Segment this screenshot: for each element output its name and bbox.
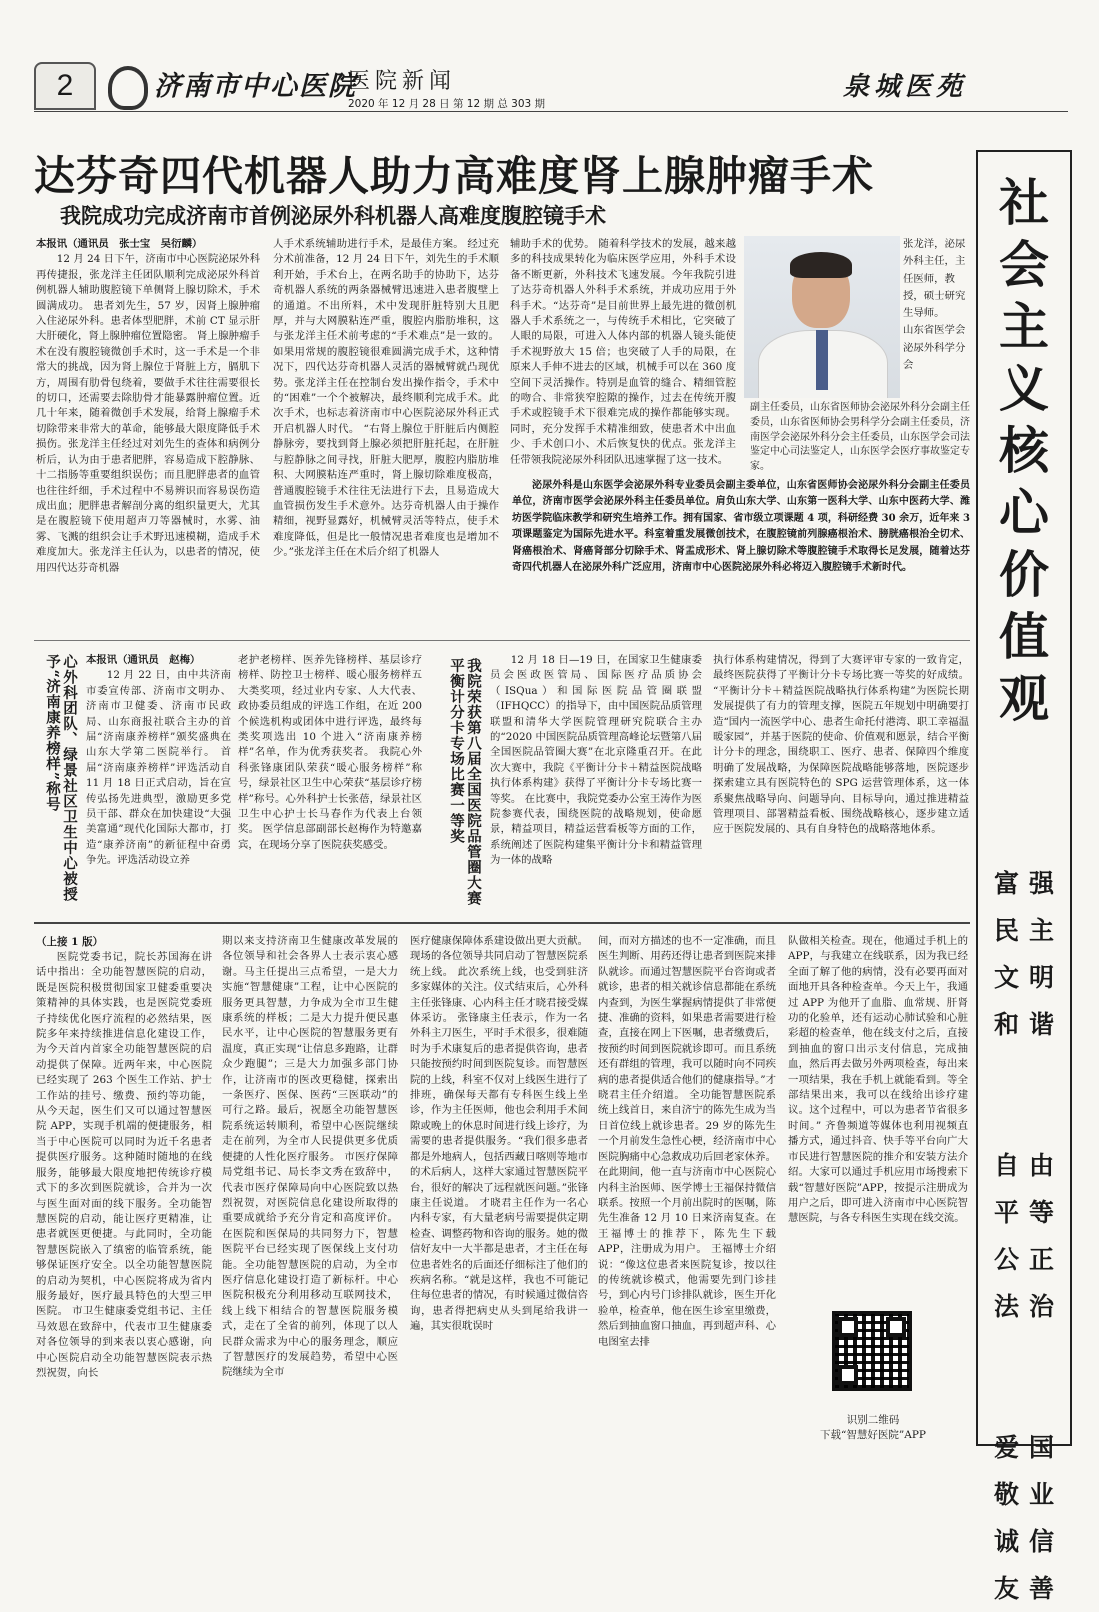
- value-pair: 富 强: [993, 869, 1055, 898]
- hospital-name: 济南市中心医院: [154, 71, 357, 102]
- value-pair: 平 等: [993, 1198, 1055, 1227]
- lead-byline: 本报讯（通讯员 张士宝 吴衍麟）: [36, 238, 203, 250]
- doctor-bio-caption: [903, 236, 969, 374]
- portrait-hair: [790, 252, 852, 278]
- value-pair: 民 主: [993, 916, 1055, 945]
- article-three-headline: 我院荣获第八届全国医院品管圈大赛平衡计分卡专场比赛一等奖: [448, 658, 482, 906]
- core-values-list: [978, 860, 1070, 1612]
- newspaper-brand: 泉城医苑: [842, 72, 967, 102]
- doctor-bio-title: 山东省医学会泌尿外科学分会: [903, 324, 966, 372]
- continued-column-2: 期以来支持济南卫生健康改革发展的各位领导和社会各界人士表示衷心感谢。马主任提出三点希望，一是大力实施“智慧健康”工程，让中心医院的服务更具智慧，力争成为全市卫生健康系统的样板；二是大力提升便民惠民水平，让中心医院的智慧服务更有温度，真正实现“让信息多跑路，让群众少跑腿”；三是大力加强多部门协作，让济南市的医改更稳健，探索出一条医疗、医保、医药“三医联动”的可行之路。最后，祝愿全功能智慧医院系统运转顺利，希望中心医院继续走在前列，为全市人民提供更多优质便捷的人性化医疗服务。 市医疗保障局党组书记、局长李文秀在致辞中，代表市医疗保障局向中心医院致以热烈祝贺，对医院信息化建设所取得的重要成就给予充分肯定和高度评价。在医院和医保局的共同努力下，智慧医院平台已经实现了医保线上支付功能。全功能智慧医院的启动，为全市医疗信息化建设打造了新标杆。中心医院积极充分利用移动互联网技术，线上线下相结合的智慧医院服务模式，走在了全省的前列，体现了以人民群众需求为中心的服务理念，顺应了智慧医疗的发展趋势，希望中心医院继续为全市: [222, 935, 398, 1379]
- continued-column-4: 间，而对方描述的也不一定准确，而且医生判断、用药还得让患者到医院来排队就诊。而通过智慧医院平台咨询或者就诊，患者的相关就诊信息都能在系统内查到，为医生掌握病情提供了非常便捷、准确的资料，如果患者需要进行检查，直接在网上下医嘱，患者缴费后，按预约时间到医院就诊即可。而且系统还有群组的管理，我可以随时向不同疾病的患者提供适合他们的健康指导。”才晓君主任介绍道。 全功能智慧医院系统上线首日，来自济宁的陈先生成为当日首位线上就诊患者。29 岁的陈先生一个月前发生急性心梗，经济南市中心医院胸痛中心急救成功后回老家休养。在此期间，他一直与济南市中心医院心内科主治医师、医学博士王福保持微信联系。按照一个月前出院时的医嘱，陈先生准备 12 月 10 日来济南复查。在王福博士的推荐下，陈先生下载 APP，注册成为用户。 王福博士介绍说：“像这位患者来医院复诊，按以往的传统就诊模式，他需要先到门诊挂号，到心内号门诊排队就诊，医生开化验单，检查单，他在医生诊室里缴费，然后到抽血窗口抽血，再到超声科、心电图室去排: [598, 935, 776, 1348]
- department-intro: 泌尿外科是山东医学会泌尿外科专业委员会副主委单位，山东省医师协会泌尿外科分会副主任委员单位，济南市医学会泌尿外科主任委员单位。肩负山东大学、山东第一医科大学、山东中医药大学、潍坊医学院临床教学和研究生培养工作。拥有国家、省市级立项课题 4 项，科研经费 30 余万，近年来 3 项课题鉴定为国际先进水平。科室着重发展微创技术，在腹腔镜前列腺癌根治术、膀胱癌根治全切术、肾癌根治术、肾癌肾部分切除手术、肾盂成形术、肾上腺切除术等腹腔镜手术取得长足发展，随着达芬奇四代机器人在泌尿外科广泛应用，济南市中心医院泌尿外科必将迈入腹腔镜手术新时代。: [512, 480, 970, 574]
- article-two-column-2: 老护老榜样、医养先锋榜样、基层诊疗榜样、防控卫士榜样、暖心服务榜样五大类奖项，经过业内专家、人大代表、政协委员组成的评选工作组，在近 200 个候选机构或团体中进行评选，最终每类奖项选出 10 个进入“济南康养榜样”名单，作为优秀获奖者。 我院心外科张锋康团队荣获“暖心服务榜样”称号，绿景社区卫生中心荣获“基层诊疗榜样”称号。心外科护士长张蓓，绿景社区卫生中心护士长马春作为代表上台领奖。 医学信息部副部长赵梅作为特邀嘉宾，在现场分享了医院获奖感受。: [238, 654, 422, 851]
- value-pair: 爱 国: [993, 1433, 1055, 1462]
- doctor-portrait: [744, 236, 900, 398]
- masthead-rule: [34, 111, 1068, 112]
- value-pair: 自 由: [993, 1151, 1055, 1180]
- value-pair: 和 谐: [993, 1010, 1055, 1039]
- value-pair: 诚 信: [993, 1527, 1055, 1556]
- value-pair: 公 正: [993, 1245, 1055, 1274]
- doctor-bio-text: 副主任委员，山东省医师协会泌尿外科分会副主任委员，山东省医师协会男科学分会副主任委员，济南医学会泌尿外科分会主任委员，山东医学会司法鉴定中心司法鉴定人，山东医学会医疗事故鉴定专家。: [750, 402, 970, 473]
- article-two-byline: 本报讯（通讯员 赵梅）: [86, 654, 201, 666]
- core-values-sidebar: [976, 150, 1072, 1603]
- qr-finder-bottom-left: [838, 1365, 858, 1385]
- continued-label: （上接 1 版）: [36, 936, 104, 948]
- continued-column-3: 医疗健康保障体系建设做出更大贡献。 现场的各位领导共同启动了智慧医院系统上线。 此次系统上线，也受到驻济多家媒体的关注。仪式结束后，心外科主任张锋康、心内科主任才晓君接受媒体采访。 张锋康主任表示，作为一名外科主刀医生，平时手术很多，很难随时为手术康复后的患者提供咨询，患者只能按预约时间到医院复诊。而智慧医院的上线，科室不仅对上线医生进行了排班，确保每天都有专科医生线上坐诊，作为主任医师，他也会利用手术间隙或晚上的休息时间进行线上诊疗，为需要的患者提供服务。“我们很多患者都是外地病人，包括西藏日喀则等地市的术后病人，这样大家通过智慧医院平台，很好的解决了远程就医问题。”张锋康主任说道。 才晓君主任作为一名心内科专家，有大量老病号需要提供定期检查、调整药物和咨询的服务。她的微信好友中一大半都是患者，才主任在每位患者姓名的后面还仔细标注了他们的疾病名称。“就是这样，我也不可能记住每位患者的情况，有时候通过微信咨询，患者得把病史从头到尾给我讲一遍，其实很耽误时: [410, 935, 588, 1333]
- hospital-emblem-icon: [108, 66, 148, 110]
- lead-headline: 达芬奇四代机器人助力高难度肾上腺肿瘤手术: [34, 152, 874, 200]
- hospital-logo: [108, 64, 357, 110]
- doctor-bio-name: 张龙洋，泌尿外科主任，主任医师，教授，硕士研究生导师。: [903, 238, 966, 320]
- article-three-column-2: 执行体系构建情况，得到了大赛评审专家的一致肯定，最终医院获得了平衡计分卡专场比赛一等奖的好成绩。 “平衡计分卡＋精益医院战略执行体系构建”为医院长期发展提供了有力的管理支撑，医院五年规划中明确要打造“国内一流医学中心、患者生命托付港湾、职工幸福温暖家园”，并基于医院的使命、价值观和愿景，结合平衡计分卡的理念，围绕职工、医疗、患者、保障四个维度明确了发展战略，为保障医院战略能够落地，医院逐步探索建立具有医院特色的 SPG 运营管理体系，这一体系聚焦战略导向、问题导向、目标导向，通过推进精益管理项目、部署精益看板、围绕战略核心，逐步建立适应于医院发展的、具有自身特色的战略落地体系。: [713, 654, 969, 836]
- page-number: 2: [34, 62, 96, 110]
- value-pair: 敬 业: [993, 1480, 1055, 1509]
- value-pair: 友 善: [993, 1574, 1055, 1603]
- qr-caption: 识别二维码 下载“智慧好医院”APP: [820, 1414, 926, 1441]
- lead-body-3: 辅助手术的优势。 随着科学技术的发展，越来越多的科技成果转化为临床医学应用，外科手术设备不断更新，外科技术飞速发展。今年我院引进了达芬奇机器人外科手术系统，并成功应用于外科手术。“达芬奇”是目前世界上最先进的微创机器人手术系统之一，与传统手术相比，它突破了人眼的局限，可进入人体内部的机器人镜头能使手术视野放大 15 倍；也突破了人手的局限，在原来人手伸不进去的区域，机械手可以在 360 度空间下灵活操作。特别是血管的缝合、精细管腔的吻合、非常狭窄腔隙的操作，过去在传统开腹手术或腔镜手术下很难完成的操作都能够实现。同时，充分发挥手术精准细致，使患者术中出血少、手术创口小、术后恢复快的优点。张龙洋主任带领我院泌尿外科团队迅速掌握了这一技术。: [510, 238, 736, 466]
- lead-column-2: [273, 237, 499, 629]
- lead-subhead: 我院成功完成济南市首例泌尿外科机器人高难度腹腔镜手术: [60, 203, 606, 228]
- qr-finder-top-left: [838, 1317, 858, 1337]
- app-qr-code[interactable]: [832, 1311, 912, 1391]
- lead-bottom-rule: [34, 640, 970, 641]
- article-two-headline: 心外科团队、绿景社区卫生中心被授予“济南康养榜样”称号: [44, 654, 78, 902]
- article-three-column-1: 12 月 18 日—19 日，在国家卫生健康委员会医政医管局、国际医疗品质协会（ISQua）和国际医院品管圈联盟（IFHQCC）的指导下，由中国医院品质管理联盟和清华大学医院管理研究院联合主办的“2020 中国医院品质管理高峰论坛暨第八届全国医院品管圈大赛”在北京隆重召开。在此次大赛中，我院《平衡计分卡＋精益医院战略执行体系构建》获得了平衡计分卡专场比赛一等奖。 在比赛中，我院党委办公室王涛作为医院参赛代表，围绕医院的战略规划，使命愿景，精益项目，精益运营看板等方面的工作，系统阐述了医院构建集平衡计分卡和精益管理为一体的战略: [490, 654, 702, 867]
- article-two-column-1: 本报讯（通讯员 赵梅） 12 月 22 日，由中共济南市委宣传部、济南市文明办、济南市卫健委、济南市民政局、山东商报社联合主办的首届“济南康养榜样”颁奖盛典在山东大学第二医院举行。 首届“济南康养榜样”评选活动自 11 月 18 日正式启动，旨在宣传弘扬先进典型，激励更多党员干部、群众在加快建设“大强美富通”现代化国际大都市，打造“康养济南”的新征程中奋勇争先。评选活动设立养: [86, 654, 231, 867]
- value-pair: 法 治: [993, 1292, 1055, 1321]
- portrait-tie: [816, 330, 828, 390]
- section-title: 医院新闻: [348, 69, 457, 94]
- middle-rule: [34, 922, 970, 924]
- lead-column-1: [36, 237, 260, 629]
- core-values-title: 社 会 主 义 核 心 价 值 观: [999, 173, 1049, 728]
- lead-body-2: 人手术系统辅助进行手术，是最佳方案。 经过充分术前准备，12 月 24 日下午，刘先生的手术顺利开始，手术台上，在两名助手的协助下，达芬奇机器人系统的两条器械臂迅速进入患者腹壁上的通道。不出所料，术中发现肝脏特别大且肥厚，并与大网膜粘连严重，腹腔内脂肪堆积，这与张龙洋主任术前考虑的“手术难点”是一致的。如果用常规的腹腔镜很难圆满完成手术，这种情况下，四代达芬奇机器人灵活的器械臂就凸现优势。张龙洋主任在控制台发出操作指令，手术中的“困难”一个个被解决，最终顺利完成手术。此次手术，也标志着济南市中心医院泌尿外科正式开启机器人时代。 “右肾上腺位于肝脏后内侧腔静脉旁，要找到肾上腺必须把肝脏托起，在肝脏与腔静脉之间寻找，肝脏大肥厚，腹腔内脂肪堆积、大网膜粘连严重时，肾上腺切除难度极高，普通腹腔镜手术往往无法进行下去，且易造成大血管损伤发生手术意外。达芬奇机器人由于操作精细，视野显露好，机械臂灵活等特点，使手术难度降低，但是比一般情况患者难度也是增加不少。”张龙洋主任在术后介绍了机器人: [273, 238, 499, 559]
- continued-column-5: 队做相关检查。现在，他通过手机上的 APP，与我建立在线联系，因为我已经全面了解了他的病情，没有必要再面对面地开具各种检查单。今天上午，我通过 APP 为他开了血脂、血常规、肝肾功的化验单，还有运动心肺试验和心脏彩超的检查单，他在线支付之后，直接到抽血的窗口出示支付信息，完成抽血，然后再去做另外两项检查，每出来一项结果，我在手机上就能看到。等全部结果出来，我可以在线给出诊疗建议。这个过程中，可以为患者节省很多时间。” 齐鲁频道等媒体也利用视频直播方式，通过抖音、快手等平台向广大市民进行智慧医院的推介和安装方法介绍。大家可以通过手机应用市场搜索下载“智慧好医院”APP，按提示注册成为用户之后，即可进入济南市中心医院智慧医院，与各专科医生实现在线交流。: [788, 935, 968, 1225]
- qr-finder-top-right: [886, 1317, 906, 1337]
- value-pair: 文 明: [993, 963, 1055, 992]
- continued-column-1: 医院党委书记，院长苏国海在讲话中指出：全功能智慧医院的启动，既是医院积极贯彻国家卫健委重要决策精神的具体实践，也是医院党委班子持续优化医疗流程的必然结果，医院多年来持续推进信息化建设工作，为今天首内首家全功能智慧医院的启动提供了保障。近两年来，中心医院已经实现了 263 个医生工作站、护士工作站的挂号、缴费、预约等功能，从今天起，医生们又可以通过智慧医院 APP，实现手机端的便捷服务，相当于中心医院可以同时为近千名患者提供医疗服务。这种随时随地的在线服务，能够最大限度地把传统诊疗模式下的多次到医院就诊，合并为一次与医生面对面的线下服务。全功能智慧医院的启动，能让医疗更精准，让患者就医更便捷。与此同时，全功能智慧医院嵌入了缜密的临管系统，能够保证医疗安全。以全功能智慧医院的启动为契机，中心医院将成为省内服务最好，医疗最具特色的大型三甲医院。 市卫生健康委党组书记、主任马效恩在致辞中，代表市卫生健康委对各位领导的到来表以衷心感谢，向中心医院启动全功能智慧医院表示热烈祝贺，向长: [36, 951, 212, 1379]
- lead-body-1: 12 月 24 日下午，济南市中心医院泌尿外科再传捷报，张龙洋主任团队顺利完成泌尿外科首例机器人辅助腹腔镜下单侧肾上腺切除术，手术圆满成功。 患者刘先生，57 岁，因肾上腺肿瘤入住泌尿外科。患者体型肥胖，术前 CT 显示肝大肝硬化，肾上腺肿瘤位置隐密。 肾上腺肿瘤手术在没有腹腔镜微创手术时，这一手术是一个非常大的挑战，因为肾上腺位于肾脏上方，膈肌下方，周围有肋骨包绕着，要做手术往往需要很长的切口，还需要去除肋骨才能暴露肿瘤位置。近几十年来，随着微创手术发展，给肾上腺瘤手术切除带来非常大的革命，能够最大限度降低手术损伤。张龙洋主任经过对刘先生的查体和病例分析后，认为由于患者肥胖，容易造成下腔静脉、十二指肠等重要组织误伤；而且肥胖患者的血管也往往纤细，手术过程中不易辨识而容易误伤造成出血；肥胖患者解剖分离的组织量更大，尤其是在腹腔镜下使用超声刀等器械时，水雾、油雾、飞溅的组织会让手术野迅速模糊，造成手术难度加大。张龙洋主任认为，以患者的情况，使用四代达芬奇机器: [36, 253, 260, 574]
- issue-dateline: 2020 年 12 月 28 日 第 12 期 总 303 期: [348, 98, 546, 110]
